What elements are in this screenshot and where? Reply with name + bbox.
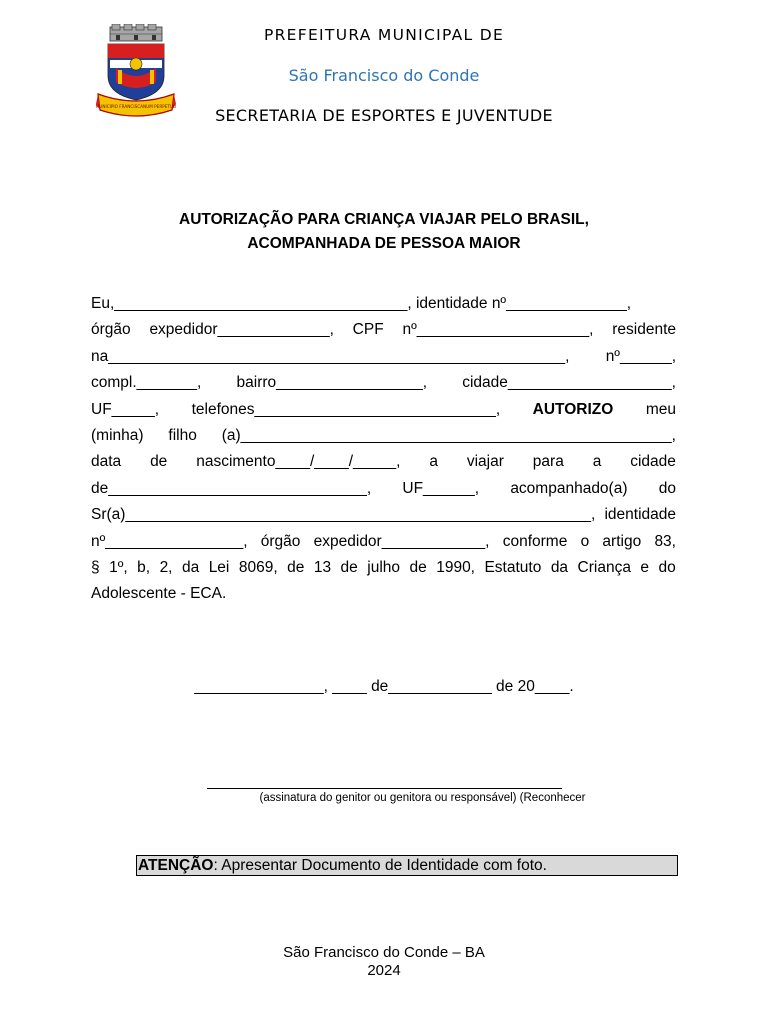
attention-text: : Apresentar Documento de Identidade com foto. (213, 857, 547, 874)
document-title-line-1: AUTORIZAÇÃO PARA CRIANÇA VIAJAR PELO BRASIL, (179, 211, 589, 228)
paragraph-word: conforme (502, 532, 568, 550)
attention-label: ATENÇÃO (138, 857, 214, 874)
paragraph-word: a (429, 453, 438, 471)
paragraph-word: julho (367, 558, 401, 576)
municipality-name: São Francisco do Conde (288, 66, 480, 85)
paragraph-line (91, 449, 676, 475)
paragraph-word: órgão (260, 532, 301, 550)
paragraph-line (91, 581, 676, 607)
paragraph-word: UF_____, (91, 400, 160, 418)
paragraph-word: 1º, (109, 558, 128, 576)
paragraph-word: § (91, 558, 100, 576)
paragraph-word: de (287, 558, 305, 576)
paragraph-word: nº______, (605, 347, 676, 365)
paragraph-word: do (658, 558, 676, 576)
paragraph-word: 13 (313, 558, 332, 576)
footer-city: São Francisco do Conde – BA (283, 944, 485, 961)
paragraph-word: meu (645, 400, 676, 418)
paragraph-word: artigo (602, 532, 642, 550)
paragraph-word: acompanhado(a) (510, 479, 628, 497)
paragraph-word: órgão (91, 321, 131, 339)
authorization-paragraph (91, 291, 676, 608)
paragraph-word: da (550, 558, 569, 576)
paragraph-word: cidade___________________, (462, 374, 676, 392)
paragraph-word: o (580, 532, 590, 550)
paragraph-word: b, (137, 558, 151, 576)
paragraph-word: de (340, 558, 358, 576)
paragraph-word: nº________________, (91, 532, 248, 550)
paragraph-word: a (592, 453, 602, 471)
paragraph-line (91, 344, 676, 370)
attention-notice (136, 855, 678, 876)
paragraph-word: nascimento____/____/_____, (196, 453, 401, 471)
department-name: SECRETARIA DE ESPORTES E JUVENTUDE (215, 106, 553, 125)
paragraph-word: UF______, (402, 479, 480, 497)
paragraph-line (91, 423, 676, 449)
paragraph-word: 83, (654, 532, 676, 550)
paragraph-word: Eu,__________________________________, identidade nº______________, (91, 295, 632, 312)
paragraph-word: data (91, 453, 122, 471)
paragraph-word: residente (612, 321, 676, 339)
signature-line (207, 788, 562, 789)
municipality-heading: PREFEITURA MUNICIPAL DE (263, 26, 505, 44)
paragraph-word: viajar (466, 453, 504, 471)
paragraph-word: Lei (208, 558, 230, 576)
authorize-keyword: AUTORIZO (532, 400, 614, 418)
paragraph-word: do (658, 479, 676, 497)
paragraph-word: bairro_________________, (236, 374, 427, 392)
paragraph-word: compl._______, (91, 374, 202, 392)
paragraph-line (91, 291, 676, 317)
paragraph-word: de______________________________, (91, 479, 372, 497)
paragraph-word: Adolescente - ECA. (91, 585, 227, 603)
paragraph-word: nº____________________, (402, 321, 594, 339)
paragraph-line (91, 476, 676, 502)
paragraph-line (91, 317, 676, 343)
paragraph-word: Sr(a)______________________________________________________, (91, 506, 596, 524)
paragraph-word: cidade (630, 453, 676, 471)
signature-caption: (assinatura do genitor ou genitora ou responsável) (Reconhecer (259, 792, 586, 804)
paragraph-word: e (640, 558, 650, 576)
paragraph-word: telefones____________________________, (191, 400, 501, 418)
paragraph-word: de (150, 453, 168, 471)
paragraph-word: expedidor_____________, (149, 321, 334, 339)
paragraph-line (91, 397, 676, 423)
footer-year: 2024 (367, 962, 401, 979)
paragraph-word: identidade (604, 506, 676, 524)
paragraph-word: (minha) (91, 426, 144, 444)
paragraph-word: da (181, 558, 200, 576)
ribbon-motto: MUNICIPIO FRANCISCANUM PERPETUO (96, 104, 176, 109)
paragraph-word: CPF (352, 321, 384, 339)
paragraph-word: de (409, 558, 427, 576)
paragraph-word: expedidor____________, (313, 532, 490, 550)
paragraph-word: Criança (577, 558, 631, 576)
paragraph-line (91, 502, 676, 528)
paragraph-line (91, 370, 676, 396)
date-line: _______________, ____ de____________ de 20____. (194, 678, 574, 695)
paragraph-word: Estatuto (484, 558, 542, 576)
paragraph-word: na_____________________________________________________, (91, 347, 570, 365)
paragraph-word: (a)__________________________________________________, (221, 426, 676, 444)
paragraph-word: 8069, (238, 558, 278, 576)
paragraph-line (91, 529, 676, 555)
paragraph-word: 1990, (436, 558, 475, 576)
paragraph-word: para (532, 453, 564, 471)
paragraph-line (91, 555, 676, 581)
paragraph-word: filho (168, 426, 197, 444)
document-title-line-2: ACOMPANHADA DE PESSOA MAIOR (247, 235, 521, 252)
paragraph-word: 2, (159, 558, 173, 576)
